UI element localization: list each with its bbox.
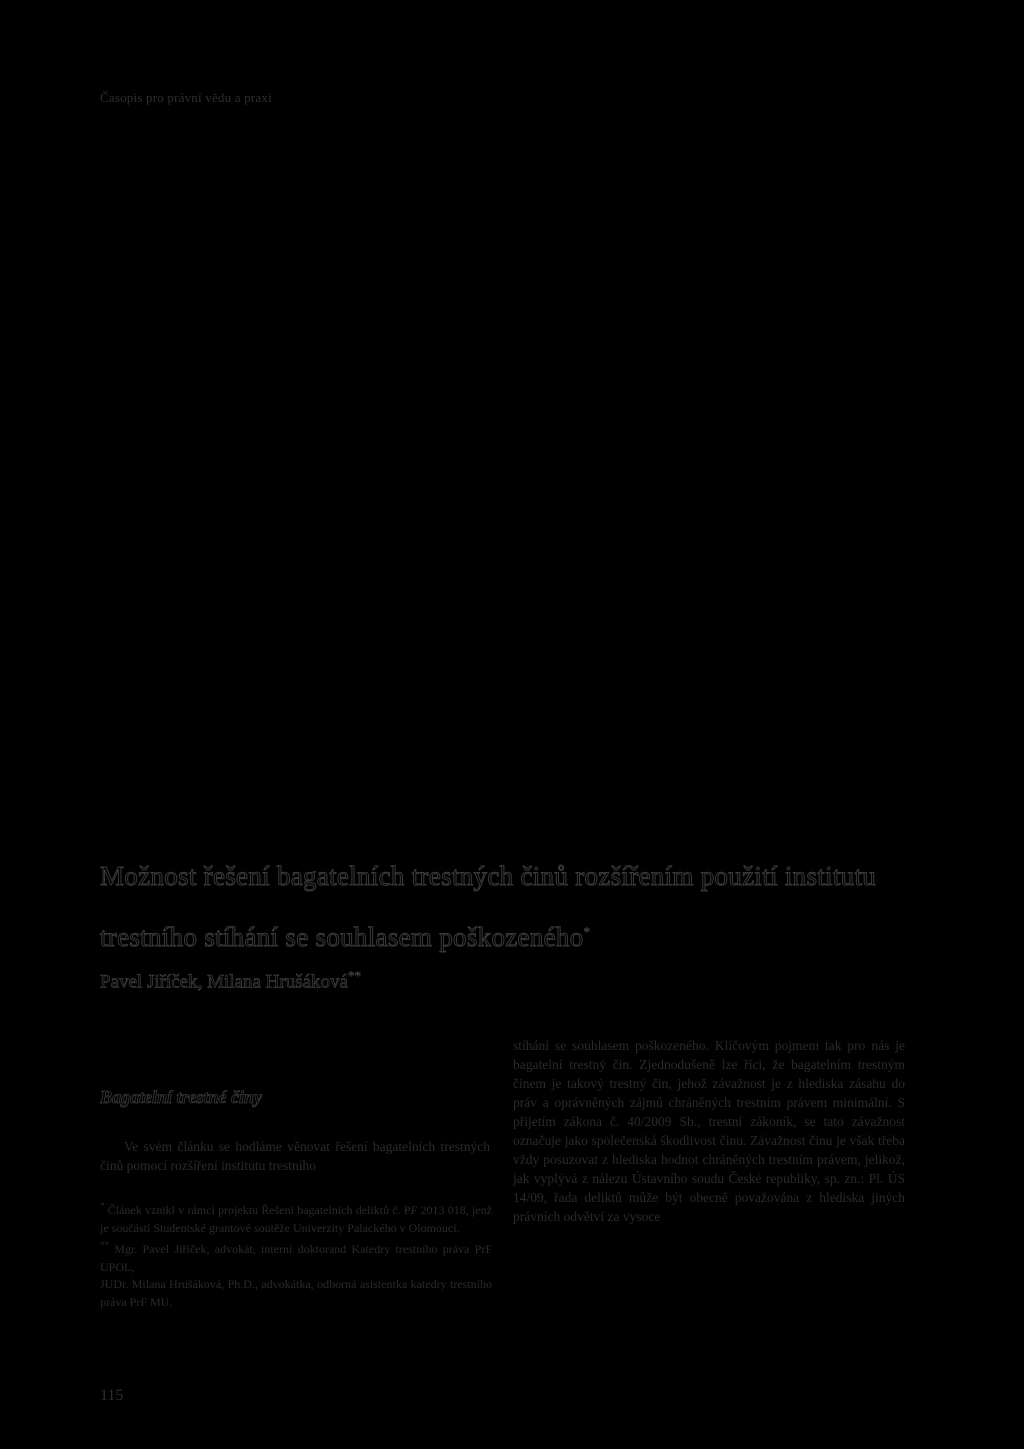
footnote-2	[100, 1237, 492, 1276]
article-authors	[100, 968, 361, 993]
right-column	[513, 1036, 905, 1226]
right-paragraph: stíhání se souhlasem poškozeného. Klíčovým pojmem tak pro nás je bagatelní trestný čin. Zjednodušeně lze říci, že bagatelním trestným činem je takový trestný čin, jehož závažnost je z hlediska zásahu do práv a oprávněných zájmů chráněných trestním právem minimální. S přijetím zákona č. 40/2009 Sb., trestní zákoník, se tato závažnost označuje jako společenská škodlivost činu. Závažnost činu je však třeba vždy posuzovat z hlediska hodnot chráněných trestním právem, jelikož, jak vyplývá z nálezu Ústavního soudu České republiky, sp. zn.: Pl. ÚS 14/09, řada deliktů může být obecně považována z hlediska jiných právních odvětví za vysoce	[513, 1038, 905, 1224]
page-number: 115	[100, 1387, 124, 1404]
footnote-1-text: Článek vznikl v rámci projektu Řešení bagatelních deliktů č. PF 2013 018, jenž je součástí Studentské grantové soutěže Univerzity Palackého v Olomouci.	[100, 1203, 492, 1235]
footnote-2-text: Mgr. Pavel Jiříček, advokát, interní doktorand Katedry trestního práva PrF UPOL,	[100, 1242, 492, 1274]
authors-text: Pavel Jiříček, Milana Hrušáková	[100, 971, 348, 993]
authors-footnote-mark: **	[347, 968, 361, 983]
article-title	[100, 848, 900, 965]
left-column	[100, 1137, 490, 1175]
footnote-3	[100, 1276, 492, 1311]
footnote-1-mark: *	[100, 1201, 105, 1211]
title-footnote-mark: *	[583, 924, 591, 939]
left-paragraph: Ve svém článku se hodláme věnovat řešení bagatelních trestných činů pomocí rozšíření institutu trestního	[100, 1139, 490, 1173]
running-header: Časopis pro právní vědu a praxi	[100, 90, 272, 105]
footnotes	[100, 1198, 492, 1311]
article-title-text: Možnost řešení bagatelních trestných činů rozšířením použití institutu trestního stíhání se souhlasem poškozeného	[100, 861, 877, 952]
footnote-3-text: JUDr. Milana Hrušáková, Ph.D., advokátka, odborná asistentka katedry trestního práva PrF MU.	[100, 1277, 492, 1309]
footnote-2-mark: **	[100, 1240, 109, 1250]
footnote-1	[100, 1198, 492, 1237]
section-heading: Bagatelní trestné činy	[100, 1087, 262, 1107]
